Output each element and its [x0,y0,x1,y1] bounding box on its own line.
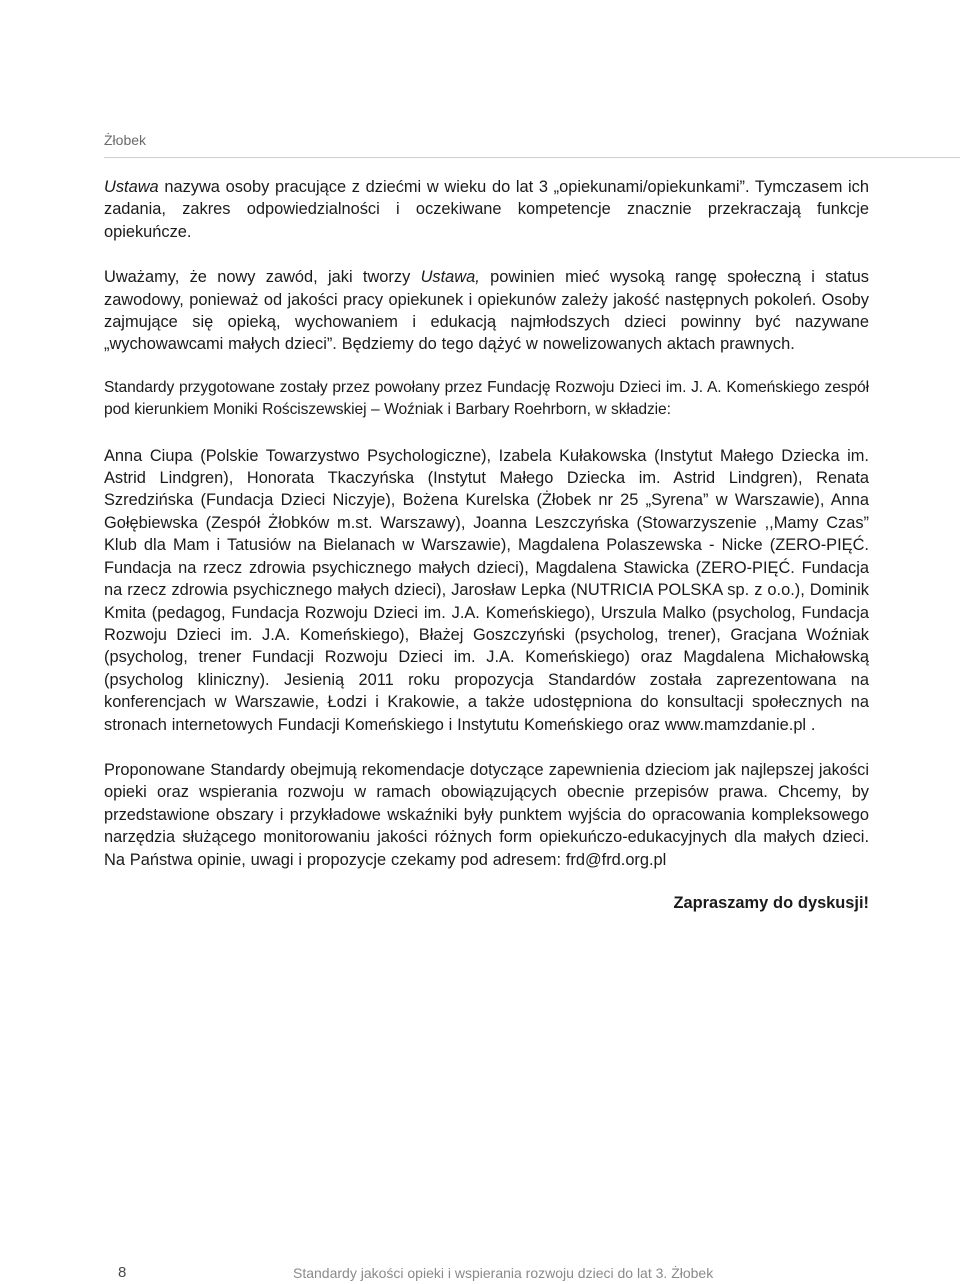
closing-invitation: Zapraszamy do dyskusji! [673,893,869,912]
page-number: 8 [118,1264,127,1281]
ustawa-italic-2: Ustawa, [420,268,480,287]
paragraph-2-after: powinien mieć wysoką rangę społeczną i status zawodowy, ponieważ od jakości pracy opiekunek i opiekunów zależy jakość następnych pokoleń. Osoby zajmujące się opieką, wychowaniem i edukacją najmłodszych dzieci powinny być nazywane „wychowawcami małych dzieci”. Będziemy do tego dążyć w nowelizowanych aktach prawnych. [104,268,869,354]
main-text [104,176,869,914]
paragraph-1-text: nazywa osoby pracujące z dziećmi w wieku do lat 3 „opiekunami/opiekunkami”. Tymczasem ich zadania, zakres odpowiedzialności i oczekiwane kompetencje znacznie przekraczają funkcje opiekuńcze. [104,178,869,241]
paragraph-2-before: Uważamy, że nowy zawód, jaki tworzy [104,268,421,287]
paragraph-team-members: Anna Ciupa (Polskie Towarzystwo Psychologiczne), Izabela Kułakowska (Instytut Małego Dziecka im. Astrid Lindgren), Honorata Tkaczyńska (Instytut Małego Dziecka im. Astrid Lindgren), Renata Szredzińska (Fundacja Dzieci Niczyje), Bożena Kurelska (Żłobek nr 25 „Syrena” w Warszawie), Anna Gołębiewska (Zespół Żłobków m.st. Warszawy), Joanna Leszczyńska (Stowarzyszenie ,,Mamy Czas” Klub dla Mam i Tatusiów na Bielanach w Warszawie), Magdalena Polaszewska - Nicke (ZERO-PIĘĆ. Fundacja na rzecz zdrowia psychicznego małych dzieci), Magdalena Stawicka (ZERO-PIĘĆ. Fundacja na rzecz zdrowia psychicznego małych dzieci), Jarosław Lepka (NUTRICIA POLSKA sp. z o.o.), Dominik Kmita (pedagog, Fundacja Rozwoju Dzieci im. J.A. Komeńskiego), Urszula Malko (psycholog, Fundacja Rozwoju Dzieci im. J.A. Komeńskiego), Błażej Goszczyński (psycholog, trener), Gracjana Woźniak (psycholog, trener Fundacji Rozwoju Dzieci im. J.A. Komeńskiego) oraz Magdalena Michałowską (psycholog kliniczny). Jesienią 2011 roku propozycja Standardów została zaprezentowana na konferencjach w Warszawie, Łodzi i Krakowie, a także udostępniona do konsultacji społecznych na stronach internetowych Fundacji Komeńskiego i Instytutu Komeńskiego oraz www.mamzdanie.pl . [104,446,869,734]
paragraph-new-profession [104,266,869,356]
header-divider [104,157,960,158]
paragraph-ustawa-definition [104,176,869,243]
running-header: Żłobek [104,132,147,148]
footer-publication-title: Standardy jakości opieki i wspierania rozwoju dzieci do lat 3. Żłobek [293,1265,714,1281]
paragraph-team-intro: Standardy przygotowane zostały przez powołany przez Fundację Rozwoju Dzieci im. J. A. Komeńskiego zespół pod kierunkiem Moniki Rościszewskiej – Woźniak i Barbary Roehrborn, w składzie: [104,378,869,419]
ustawa-italic: Ustawa [104,178,159,196]
paragraph-proposal: Proponowane Standardy obejmują rekomendacje dotyczące zapewnienia dzieciom jak najlepszej jakości opieki oraz wspierania rozwoju w ramach obowiązujących obecnie przepisów prawa. Chcemy, by przedstawione obszary i przykładowe wskaźniki były punktem wyjścia do opracowania kompleksowego narzędzia służącego monitorowaniu jakości różnych form opiekuńczo-edukacyjnych dla małych dzieci. Na Państwa opinie, uwagi i propozycje czekamy pod adresem: frd@frd.org.pl [104,760,869,869]
